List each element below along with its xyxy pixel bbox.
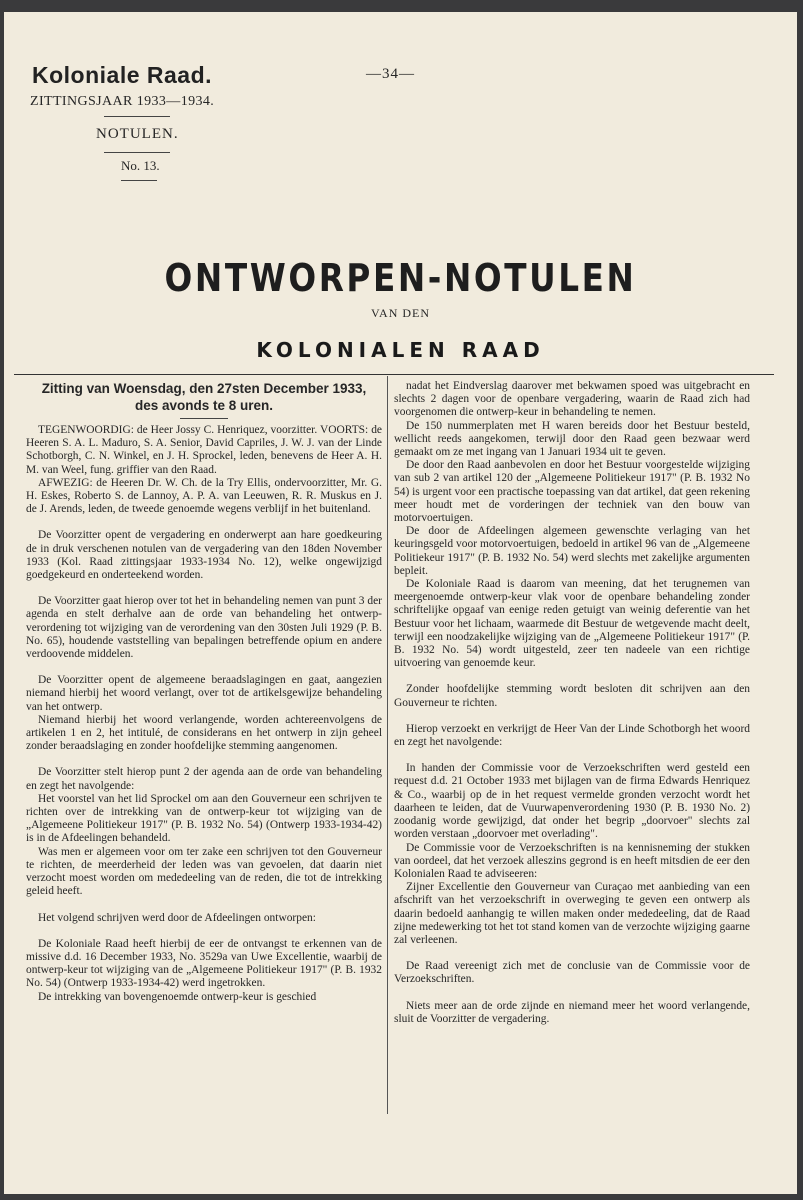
header-rule bbox=[104, 152, 170, 153]
session-heading: Zitting van Woensdag, den 27sten December 1933, bbox=[41, 381, 367, 396]
paragraph: De door de Afdeelingen algemeen gewenschte verlaging van het keuringsgeld voor motorvoertuigen, bedoeld in artikel 96 van de „Algemeene Politiekeur 1917" (P. B. 1932 No. 54) werd slechts met zakelijke argumenten bepleit. bbox=[394, 525, 750, 577]
header-rule bbox=[104, 116, 170, 117]
paragraph: Was men er algemeen voor om ter zake een schrijven tot den Gouverneur te richten, de meerderheid der leden was van gevoelen, dat daarin niet verzocht moest worden om mededeeling van de reden, die tot de intrekking geleid heeft. bbox=[26, 845, 382, 898]
paragraph: De Koloniale Raad is daarom van meening, dat het terugnemen van meergenoemde ontwerp-keur vlak voor de openbare behandeling zonder schriftelijke opgaaf van eenige reden getuigt van weinig deferentie van het Bestuur voor het lichaam, waarmede dit Bestuur de wetgevende macht deelt, terwijl een noodzakelijke wijziging van de „Algemeene Politiekeur 1917" (P. B. 1932 No. 54) wordt uitgesteld, zeer ten nadeele van een richtige uitvoering van genoemde keur. bbox=[394, 578, 750, 670]
paragraph: De intrekking van bovengenoemde ontwerp-keur is geschied bbox=[38, 990, 317, 1003]
paragraph: De door den Raad aanbevolen en door het Bestuur voorgestelde wijziging van sub 2 van artikel 120 der „Algemeene Politiekeur 1917" (P. B. 1932 No 54) is urgent voor een practische toepassing van dat artikel, dat geen rekening meer houdt met de vorderingen der techniek van den bouw van motorvoertuigen. bbox=[394, 459, 750, 525]
header-rule bbox=[121, 180, 157, 181]
paragraph: De Koloniale Raad heeft hierbij de eer de ontvangst te erkennen van de missive d.d. 16 December 1933, No. 3529a van Uwe Excellentie, waarbij de ontwerp-keur tot wijziging van de „Algemeene Politiekeur 1917" (P. B. 1932 No. 54) (Ontwerp 1933-1934-42) werd ingetrokken. bbox=[26, 937, 382, 990]
right-column bbox=[394, 380, 750, 1026]
paragraph: De Voorzitter opent de vergadering en onderwerpt aan hare goedkeuring de in druk verschenen notulen van de vergadering van den 18den November 1933 (Kol. Raad zittingsjaar 1933-1934 No. 12), welke ongewijzigd goedgekeurd en onderteekend worden. bbox=[26, 529, 382, 582]
masthead-subtitle: VAN DEN bbox=[370, 306, 431, 320]
issue-number: No. 13. bbox=[121, 158, 160, 173]
paragraph: De Voorzitter gaat hierop over tot het in behandeling nemen van punt 3 der agenda en stelt derhalve aan de orde van behandeling het ontwerp-verordening tot wijziging van de verordening van den 30sten Juli 1929 (P. B. No. 65), houdende vaststelling van bepalingen betreffende opium en andere verdoovende middelen. bbox=[26, 595, 382, 661]
paragraph: De Voorzitter opent de algemeene beraadslagingen en gaat, aangezien niemand hierbij het woord verlangt, over tot de artikelsgewijze behandeling van het ontwerp. bbox=[26, 674, 382, 713]
paragraph: TEGENWOORDIG: de Heer Jossy C. Henriquez, voorzitter. VOORTS: de Heeren S. A. L. Maduro, S. A. Senior, David Capriles, J. W. J. van der Linde Schotborgh, C. N. Winkel, en J. H. Sprockel, leden, benevens de Heer A. H. M. van Weel, fung. griffier van den Raad. bbox=[26, 424, 382, 476]
session-heading-time: des avonds te 8 uren. bbox=[134, 398, 274, 413]
paragraph: Hierop verzoekt en verkrijgt de Heer Van der Linde Schotborgh het woord en zegt het navolgende: bbox=[394, 722, 750, 749]
masthead-rule bbox=[14, 374, 774, 375]
paragraph: Het volgend schrijven werd door de Afdeelingen ontworpen: bbox=[38, 911, 316, 924]
paragraph: Niemand hierbij het woord verlangende, worden achtereenvolgens de artikelen 1 en 2, het intitulé, de considerans en het ontwerp in zijn geheel zonder beraadslaging en zonder hoofdelijke stemming aangenomen. bbox=[26, 713, 382, 753]
paragraph: Zijner Excellentie den Gouverneur van Curaçao met aanbieding van een afschrift van het verzoekschrift in overweging te geven een ontwerp als daarin bedoeld aanhangig te willen maken onder mededeeling, dat de Raad zijne medewerking tot het tot stand komen van de verzochte wijziging gaarne zal verleenen. bbox=[394, 881, 750, 946]
paragraph: De Voorzitter stelt hierop punt 2 der agenda aan de orde van behandeling en zegt het navolgende: bbox=[26, 766, 382, 792]
paragraph: De Commissie voor de Verzoekschriften is na kennisneming der stukken van oordeel, dat het verzoek alleszins gegrond is en heeft mitsdien de eer den Kolonialen Raad te adviseeren: bbox=[394, 841, 750, 880]
paragraph: Het voorstel van het lid Sprockel om aan den Gouverneur een schrijven te richten over de intrekking van de ontwerp-keur tot wijziging van de „Algemeene Politiekeur 1917" (P. B. 1932 No. 54) (Ontwerp 1933-1934-42) is in de Afdeelingen behandeld. bbox=[26, 792, 382, 845]
masthead-org-name: KOLONIALEN RAAD bbox=[256, 338, 545, 362]
paragraph: In handen der Commissie voor de Verzoekschriften werd gesteld een request d.d. 21 October 1933 met bijlagen van de firma Edwards Henriquez & Co., waarbij op de in het request vermelde gronden verzocht wordt het daarheen te leiden, dat de Vuurwapenverordening 1930 (P. B. 1930 No. 2) zoodanig worde gewijzigd, dat onder het begrip „doorvoer" slechts zal worden verstaan „doorvoer met overlading". bbox=[394, 762, 750, 841]
heading-rule bbox=[180, 418, 228, 419]
page-number: —34— bbox=[366, 66, 415, 82]
paragraph: nadat het Eindverslag daarover met bekwamen spoed was uitgebracht en slechts 2 dagen voor de openbare vergadering, waarin de Raad zich had voorgenomen die ontwerp-keur in behandeling te nemen. bbox=[394, 380, 750, 419]
paragraph: De Raad vereenigt zich met de conclusie van de Commissie voor de Verzoekschriften. bbox=[394, 960, 750, 986]
paragraph: AFWEZIG: de Heeren Dr. W. Ch. de la Try Ellis, ondervoorzitter, Mr. G. H. Eskes, Roberto S. de Lannoy, A. P. A. van Leeuwen, R. R. Muskus en J. de J. Arends, leden, de tweede genoemde wegens verblijf in het buitenland. bbox=[26, 476, 382, 516]
paragraph: De 150 nummerplaten met H waren bereids door het Bestuur besteld, wellicht reeds aangekomen, terwijl door den Raad geen bezwaar werd gemaakt om ze met ingang van 1 Januari 1934 uit te geven. bbox=[394, 419, 750, 459]
paragraph: Zonder hoofdelijke stemming wordt besloten dit schrijven aan den Gouverneur te richten. bbox=[394, 683, 750, 709]
masthead-title: ONTWORPEN-NOTULEN bbox=[164, 256, 637, 300]
column-divider bbox=[387, 376, 388, 1114]
publication-title: Koloniale Raad. bbox=[32, 62, 213, 88]
paragraph: Niets meer aan de orde zijnde en niemand meer het woord verlangende, sluit de Voorzitter de vergadering. bbox=[394, 999, 750, 1025]
section-label: NOTULEN. bbox=[96, 126, 179, 142]
document-page bbox=[4, 12, 797, 1194]
left-column bbox=[26, 380, 382, 1004]
session-year: ZITTINGSJAAR 1933—1934. bbox=[30, 94, 215, 109]
